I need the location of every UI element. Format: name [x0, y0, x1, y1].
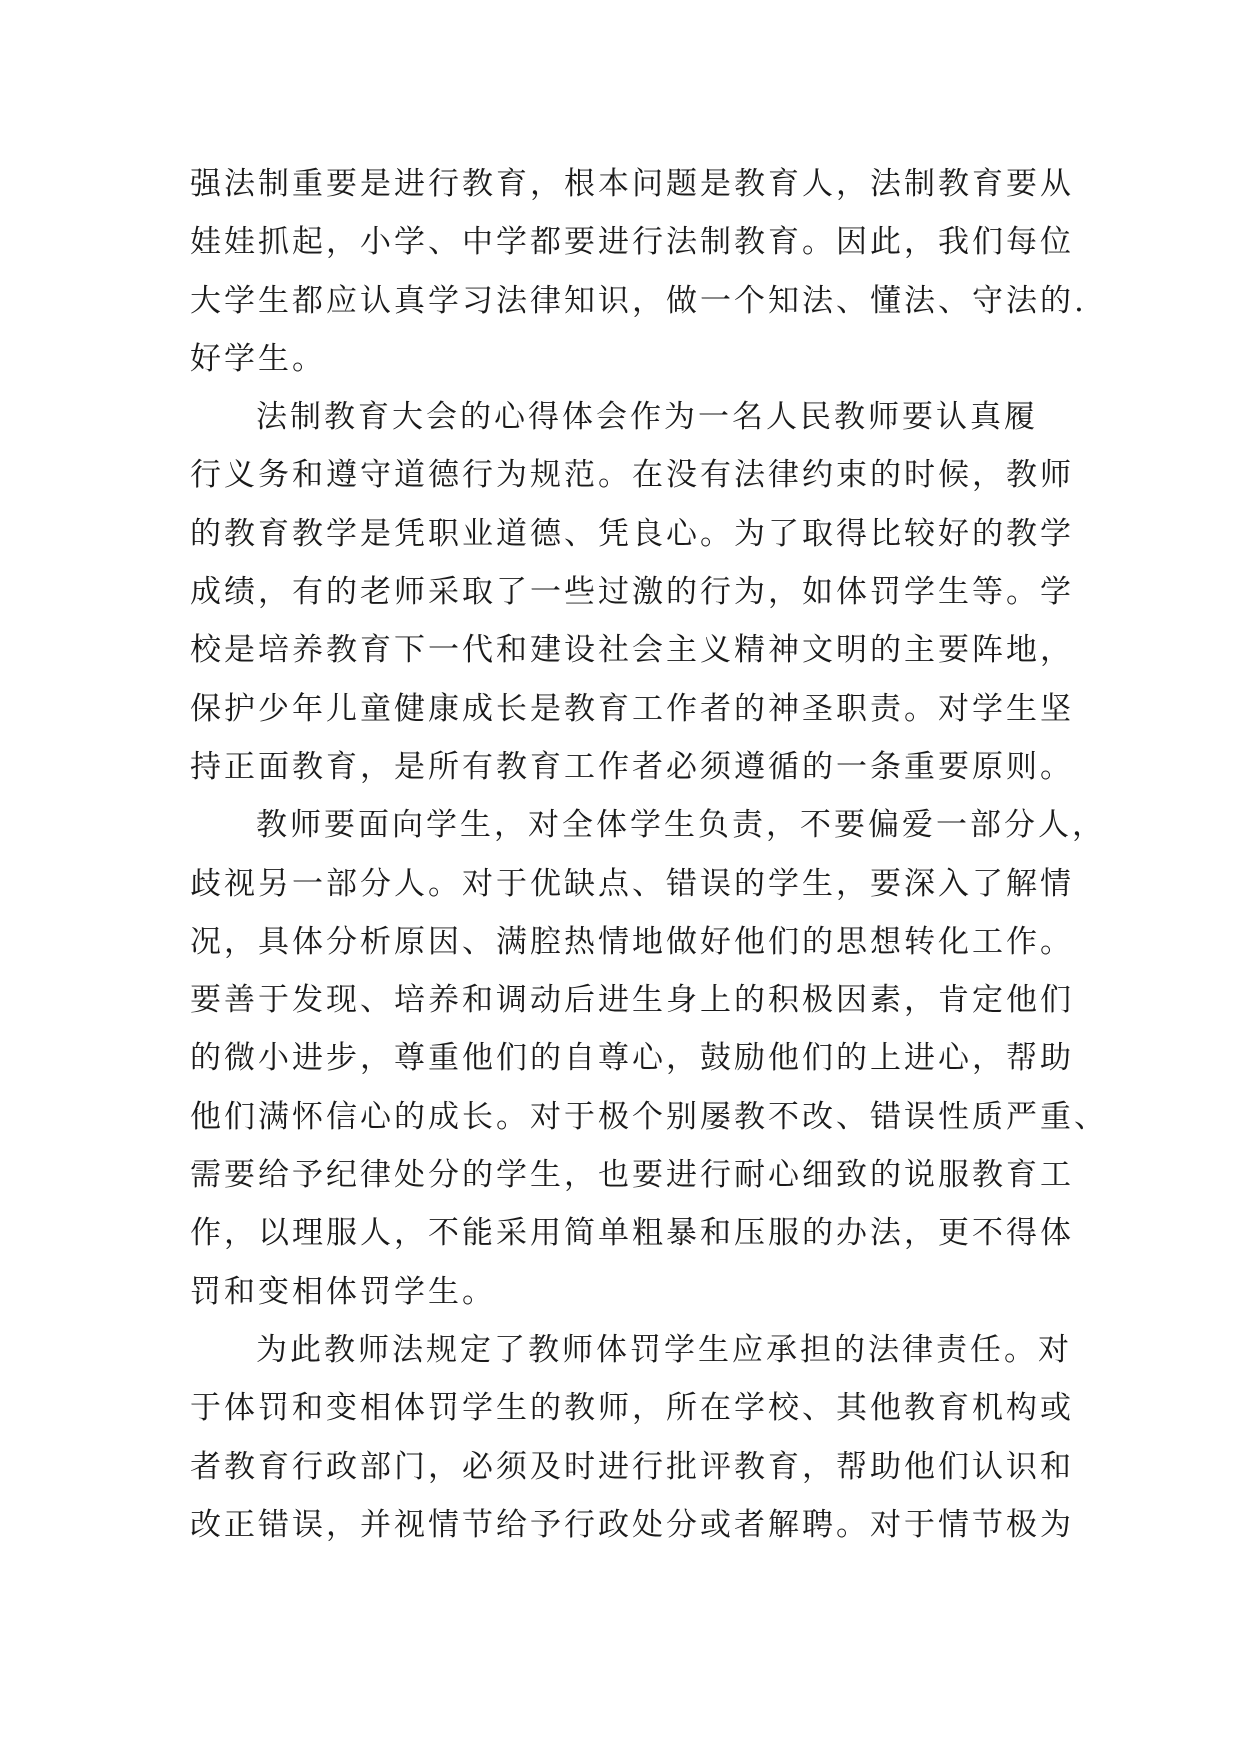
document-body: [190, 155, 1108, 1554]
paragraph-3-line-9: 罚和变相体罚学生。: [190, 1273, 496, 1310]
paragraph-2-line-5: 校是培养教育下一代和建设社会主义精神文明的主要阵地，: [190, 632, 1074, 669]
paragraph-1-line-2: 娃娃抓起，小学、中学都要进行法制教育。因此，我们每位: [190, 224, 1074, 261]
paragraph-2-line-2: 行义务和遵守道德行为规范。在没有法律约束的时候，教师: [190, 457, 1074, 494]
paragraph-2-line-7: 持正面教育，是所有教育工作者必须遵循的一条重要原则。: [190, 748, 1074, 785]
paragraph-2-line-6: 保护少年儿童健康成长是教育工作者的神圣职责。对学生坚: [190, 690, 1074, 727]
paragraph-3-line-5: 的微小进步，尊重他们的自尊心，鼓励他们的上进心，帮助: [190, 1040, 1074, 1077]
paragraph-1-line-1: 强法制重要是进行教育，根本问题是教育人，法制教育要从: [190, 166, 1074, 202]
paragraph-1-line-4: 好学生。: [190, 340, 326, 377]
paragraph-3-line-8: 作，以理服人，不能采用简单粗暴和压服的办法，更不得体: [190, 1215, 1074, 1252]
paragraph-3-line-4: 要善于发现、培养和调动后进生身上的积极因素，肯定他们: [190, 982, 1074, 1019]
paragraph-3-line-6: 他们满怀信心的成长。对于极个别屡教不改、错误性质严重、: [190, 1098, 1108, 1135]
paragraph-4-line-2: 于体罚和变相体罚学生的教师，所在学校、其他教育机构或: [190, 1390, 1074, 1427]
paragraph-4-line-4: 改正错误，并视情节给予行政处分或者解聘。对于情节极为: [190, 1506, 1074, 1543]
paragraph-4-line-1: 为此教师法规定了教师体罚学生应承担的法律责任。对: [256, 1331, 1072, 1368]
paragraph-3-line-1: 教师要面向学生，对全体学生负责，不要偏爱一部分人，: [256, 807, 1106, 844]
paragraph-3-line-7: 需要给予纪律处分的学生，也要进行耐心细致的说服教育工: [190, 1157, 1074, 1194]
paragraph-2-line-4: 成绩，有的老师采取了一些过激的行为，如体罚学生等。学: [190, 574, 1074, 611]
paragraph-2-line-1: 法制教育大会的心得体会作为一名人民教师要认真履: [256, 399, 1038, 436]
paragraph-1-line-3: 大学生都应认真学习法律知识，做一个知法、懂法、守法的.: [190, 282, 1087, 319]
paragraph-3-line-2: 歧视另一部分人。对于优缺点、错误的学生，要深入了解情: [190, 865, 1074, 902]
paragraph-3-line-3: 况，具体分析原因、满腔热情地做好他们的思想转化工作。: [190, 923, 1074, 960]
paragraph-4-line-3: 者教育行政部门，必须及时进行批评教育，帮助他们认识和: [190, 1448, 1074, 1485]
paragraph-2-line-3: 的教育教学是凭职业道德、凭良心。为了取得比较好的教学: [190, 515, 1074, 552]
